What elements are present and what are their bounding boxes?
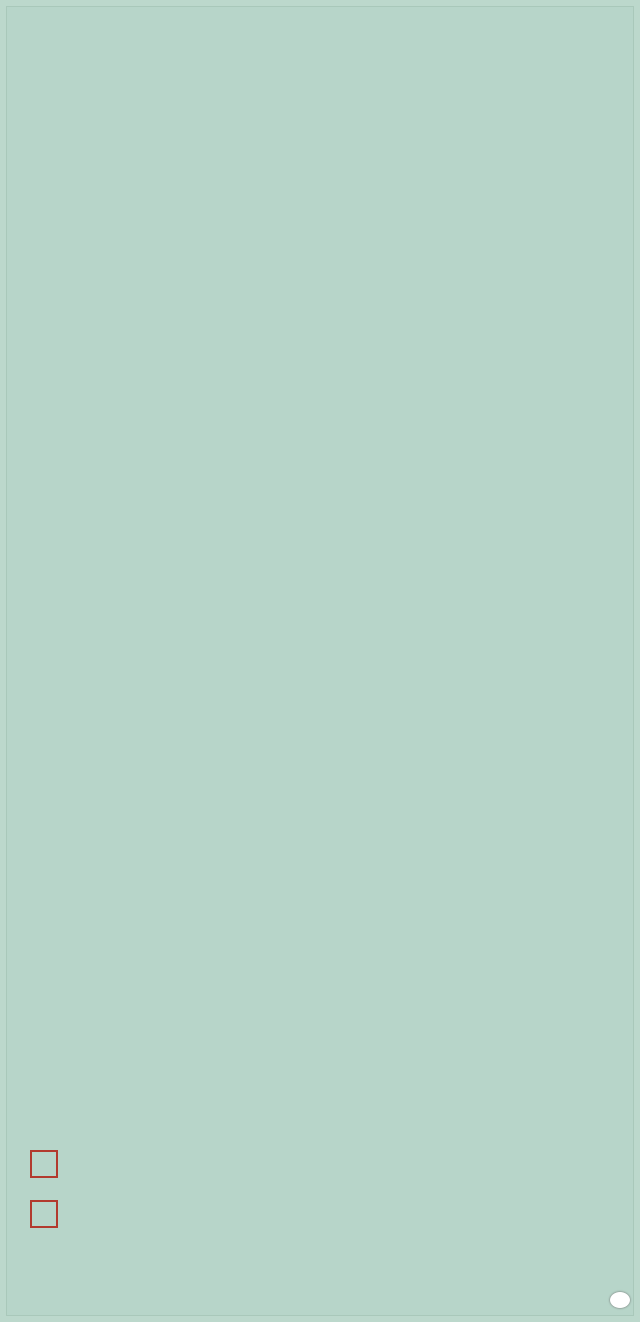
seal-1: [30, 1150, 58, 1178]
watermark-logo: [610, 1292, 634, 1308]
seal-2: [30, 1200, 58, 1228]
inscription: [30, 20, 58, 1020]
scroll-frame: [6, 6, 634, 1316]
wechat-icon: [610, 1292, 630, 1308]
